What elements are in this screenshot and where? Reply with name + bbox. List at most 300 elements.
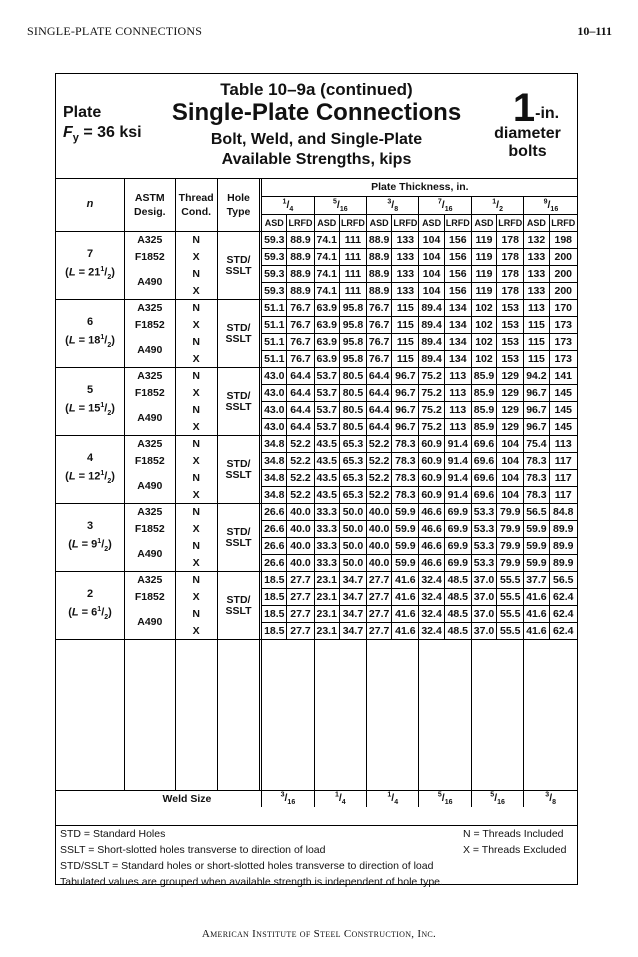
value-cell: 18.5 bbox=[262, 589, 287, 606]
value-cell: 23.1 bbox=[314, 589, 339, 606]
note-threads-excluded: X = Threads Excluded bbox=[463, 844, 567, 856]
value-cell: 52.2 bbox=[287, 453, 314, 470]
value-cell: 200 bbox=[549, 266, 577, 283]
value-cell: 104 bbox=[419, 266, 444, 283]
fraction: $^1/_4$ bbox=[334, 791, 346, 807]
table-frame bbox=[55, 73, 578, 888]
value-cell: 34.7 bbox=[339, 572, 366, 589]
value-cell: 76.7 bbox=[287, 300, 314, 317]
value-cell: 51.1 bbox=[262, 334, 287, 351]
value-cell: 53.3 bbox=[471, 521, 496, 538]
value-cell: 76.7 bbox=[367, 317, 392, 334]
value-cell: 34.8 bbox=[262, 453, 287, 470]
value-cell: 69.6 bbox=[471, 436, 496, 453]
value-cell: 33.3 bbox=[314, 555, 339, 572]
bolt-desc-diameter: diameter bbox=[494, 125, 561, 142]
value-cell: 96.7 bbox=[392, 385, 419, 402]
value-cell: 59.3 bbox=[262, 232, 287, 249]
hole-label: Hole bbox=[227, 191, 250, 204]
fraction: $^9/_{16}$ bbox=[543, 198, 559, 213]
footer: American Institute of Steel Construction, Inc. bbox=[201, 928, 437, 940]
hole-cell: STD/ bbox=[217, 249, 259, 266]
value-cell: 104 bbox=[497, 436, 524, 453]
value-cell: 78.3 bbox=[392, 453, 419, 470]
table-row bbox=[56, 232, 578, 249]
thread-cell: N bbox=[175, 572, 217, 589]
value-cell: 48.5 bbox=[444, 623, 471, 640]
table-row bbox=[56, 266, 578, 283]
value-cell: 55.5 bbox=[497, 623, 524, 640]
value-cell: 59.3 bbox=[262, 266, 287, 283]
value-cell: 34.7 bbox=[339, 623, 366, 640]
value-cell: 26.6 bbox=[262, 538, 287, 555]
value-cell: 156 bbox=[444, 232, 471, 249]
value-cell: 50.0 bbox=[339, 555, 366, 572]
table-row bbox=[56, 300, 578, 317]
hole-cell: SSLT bbox=[217, 402, 259, 419]
value-cell: 78.3 bbox=[392, 436, 419, 453]
value-cell: 102 bbox=[471, 300, 496, 317]
thickness-header bbox=[314, 197, 366, 215]
fraction-numerator: 9 bbox=[543, 198, 548, 206]
length-whole: 6 bbox=[91, 606, 98, 619]
hole-cell bbox=[217, 368, 259, 385]
value-cell: 153 bbox=[497, 300, 524, 317]
value-cell: 89.9 bbox=[549, 521, 577, 538]
value-cell: 69.6 bbox=[471, 487, 496, 504]
value-cell: 74.1 bbox=[314, 266, 339, 283]
length-label: $(L = 9^1/_2)$ bbox=[68, 537, 112, 553]
blank-cell bbox=[125, 640, 175, 791]
bolt-count: 5 bbox=[86, 383, 94, 396]
value-cell: 80.5 bbox=[339, 385, 366, 402]
fraction-denominator: 2 bbox=[499, 205, 503, 213]
length-label: $(L = 21^1/_2)$ bbox=[65, 265, 115, 281]
value-cell: 27.7 bbox=[287, 572, 314, 589]
value-cell: 133 bbox=[392, 266, 419, 283]
value-cell: 63.9 bbox=[314, 300, 339, 317]
value-cell: 69.9 bbox=[444, 521, 471, 538]
value-cell: 65.3 bbox=[339, 470, 366, 487]
value-cell: 26.6 bbox=[262, 521, 287, 538]
note-sslt: SSLT = Short-slotted holes transverse to direction of load bbox=[60, 844, 326, 856]
fy-value: = 36 ksi bbox=[78, 124, 142, 141]
value-cell: 40.0 bbox=[367, 521, 392, 538]
value-cell: 60.9 bbox=[419, 487, 444, 504]
value-cell: 173 bbox=[549, 317, 577, 334]
strength-table bbox=[56, 178, 578, 807]
astm-cell: F1852 bbox=[125, 521, 175, 538]
value-cell: 89.9 bbox=[549, 538, 577, 555]
thread-cell: X bbox=[175, 521, 217, 538]
plate-thickness-header bbox=[262, 178, 578, 197]
asd-header: ASD bbox=[262, 215, 287, 232]
col-hole-header bbox=[217, 178, 259, 232]
table-row bbox=[56, 249, 578, 266]
bolt-desc-bolts: bolts bbox=[508, 143, 547, 160]
length-numerator: 1 bbox=[100, 333, 105, 341]
fraction-numerator: 1 bbox=[387, 791, 392, 799]
value-cell: 129 bbox=[497, 419, 524, 436]
lrfd-header: LRFD bbox=[339, 215, 366, 232]
value-cell: 60.9 bbox=[419, 470, 444, 487]
value-cell: 74.1 bbox=[314, 249, 339, 266]
value-cell: 69.6 bbox=[471, 453, 496, 470]
value-cell: 46.6 bbox=[419, 538, 444, 555]
bolt-count: 3 bbox=[86, 519, 94, 532]
title-area bbox=[56, 74, 577, 179]
thread-label: Thread bbox=[178, 191, 214, 204]
value-cell: 76.7 bbox=[367, 351, 392, 368]
thread-cell: N bbox=[175, 300, 217, 317]
table-caption: Table 10–9a (continued) bbox=[220, 80, 413, 99]
value-cell: 78.3 bbox=[524, 487, 549, 504]
table-row bbox=[56, 317, 578, 334]
astm-cell: A325 bbox=[125, 572, 175, 589]
value-cell: 55.5 bbox=[497, 572, 524, 589]
value-cell: 145 bbox=[549, 419, 577, 436]
length-denominator: 2 bbox=[104, 545, 109, 553]
thickness-header bbox=[524, 197, 578, 215]
blank-row bbox=[56, 640, 578, 791]
bolt-count: 4 bbox=[86, 451, 94, 464]
weld-row bbox=[56, 791, 578, 808]
value-cell: 27.7 bbox=[287, 606, 314, 623]
value-cell: 133 bbox=[524, 266, 549, 283]
thread-cell: X bbox=[175, 385, 217, 402]
value-cell: 50.0 bbox=[339, 538, 366, 555]
value-cell: 115 bbox=[392, 317, 419, 334]
value-cell: 79.9 bbox=[497, 504, 524, 521]
thread-cell: X bbox=[175, 249, 217, 266]
value-cell: 119 bbox=[471, 232, 496, 249]
value-cell: 26.6 bbox=[262, 504, 287, 521]
value-cell: 41.6 bbox=[392, 572, 419, 589]
value-cell: 63.9 bbox=[314, 317, 339, 334]
value-cell: 178 bbox=[497, 232, 524, 249]
fraction-denominator: 16 bbox=[550, 205, 559, 213]
length-numerator: 1 bbox=[100, 401, 105, 409]
value-cell: 156 bbox=[444, 283, 471, 300]
value-cell: 62.4 bbox=[549, 589, 577, 606]
value-cell: 79.9 bbox=[497, 555, 524, 572]
value-cell: 59.9 bbox=[524, 538, 549, 555]
astm-cell: A325 bbox=[125, 436, 175, 453]
hole-cell bbox=[217, 351, 259, 368]
bolt-count-cell bbox=[56, 436, 125, 504]
value-cell: 46.6 bbox=[419, 555, 444, 572]
value-cell: 119 bbox=[471, 249, 496, 266]
value-cell: 85.9 bbox=[471, 402, 496, 419]
asd-header: ASD bbox=[524, 215, 549, 232]
plate-label: Plate bbox=[63, 104, 102, 121]
fraction-numerator: 1 bbox=[492, 198, 497, 206]
value-cell: 52.2 bbox=[367, 470, 392, 487]
table-row bbox=[56, 453, 578, 470]
value-cell: 40.0 bbox=[367, 555, 392, 572]
note-std-sslt: STD/SSLT = Standard holes or short-slotted holes transverse to direction of load bbox=[60, 860, 434, 872]
value-cell: 69.9 bbox=[444, 504, 471, 521]
value-cell: 111 bbox=[339, 266, 366, 283]
hole-cell bbox=[217, 419, 259, 436]
value-cell: 115 bbox=[392, 351, 419, 368]
fraction: $^3/_{16}$ bbox=[280, 791, 296, 807]
fraction-denominator: 16 bbox=[444, 799, 453, 807]
value-cell: 43.0 bbox=[262, 385, 287, 402]
value-cell: 133 bbox=[392, 283, 419, 300]
value-cell: 88.9 bbox=[287, 283, 314, 300]
value-cell: 141 bbox=[549, 368, 577, 385]
value-cell: 48.5 bbox=[444, 606, 471, 623]
table-row bbox=[56, 402, 578, 419]
plate-thickness-label: Plate Thickness, in. bbox=[371, 180, 469, 193]
table-row bbox=[56, 334, 578, 351]
thread-cell: N bbox=[175, 436, 217, 453]
value-cell: 104 bbox=[497, 487, 524, 504]
astm-cell: F1852 bbox=[125, 317, 175, 334]
value-cell: 37.7 bbox=[524, 572, 549, 589]
hole-cell bbox=[217, 487, 259, 504]
bolt-count-cell bbox=[56, 232, 125, 300]
bolt-count-cell bbox=[56, 300, 125, 368]
value-cell: 89.4 bbox=[419, 351, 444, 368]
table-title: Single-Plate Connections bbox=[171, 99, 462, 126]
length-label: $(L = 15^1/_2)$ bbox=[65, 401, 115, 417]
value-cell: 59.9 bbox=[524, 555, 549, 572]
value-cell: 96.7 bbox=[524, 402, 549, 419]
length-whole: 21 bbox=[88, 266, 101, 279]
value-cell: 145 bbox=[549, 402, 577, 419]
value-cell: 153 bbox=[497, 351, 524, 368]
value-cell: 115 bbox=[392, 334, 419, 351]
fraction: $^5/_{16}$ bbox=[437, 791, 453, 807]
table-row bbox=[56, 589, 578, 606]
length-symbol: L bbox=[68, 470, 76, 483]
fraction: $^7/_{16}$ bbox=[437, 198, 453, 213]
fraction-numerator: 5 bbox=[490, 791, 495, 799]
hole-cell bbox=[217, 300, 259, 317]
fraction: $^3/_8$ bbox=[545, 791, 557, 807]
value-cell: 23.1 bbox=[314, 572, 339, 589]
type-label: Type bbox=[226, 205, 251, 218]
value-cell: 80.5 bbox=[339, 419, 366, 436]
value-cell: 78.3 bbox=[524, 470, 549, 487]
value-cell: 96.7 bbox=[392, 368, 419, 385]
weld-size-cell bbox=[524, 791, 578, 808]
thread-cell: N bbox=[175, 368, 217, 385]
value-cell: 27.7 bbox=[367, 606, 392, 623]
value-cell: 63.9 bbox=[314, 351, 339, 368]
hole-cell bbox=[217, 436, 259, 453]
value-cell: 111 bbox=[339, 283, 366, 300]
value-cell: 88.9 bbox=[367, 232, 392, 249]
thread-cell: X bbox=[175, 351, 217, 368]
asd-header: ASD bbox=[314, 215, 339, 232]
astm-cell: A325 bbox=[125, 504, 175, 521]
length-symbol: L bbox=[68, 266, 76, 279]
value-cell: 75.2 bbox=[419, 419, 444, 436]
value-cell: 88.9 bbox=[367, 266, 392, 283]
value-cell: 59.9 bbox=[524, 521, 549, 538]
value-cell: 33.3 bbox=[314, 538, 339, 555]
value-cell: 65.3 bbox=[339, 436, 366, 453]
value-cell: 89.4 bbox=[419, 334, 444, 351]
thread-cell: N bbox=[175, 266, 217, 283]
thickness-header bbox=[367, 197, 419, 215]
value-cell: 41.6 bbox=[524, 623, 549, 640]
subtitle-line-2: Available Strengths, kips bbox=[221, 151, 412, 168]
value-cell: 33.3 bbox=[314, 504, 339, 521]
value-cell: 62.4 bbox=[549, 623, 577, 640]
value-cell: 156 bbox=[444, 266, 471, 283]
thread-cell: N bbox=[175, 538, 217, 555]
length-whole: 12 bbox=[88, 470, 101, 483]
thread-cell: X bbox=[175, 589, 217, 606]
value-cell: 37.0 bbox=[471, 572, 496, 589]
fraction-denominator: 8 bbox=[394, 205, 399, 213]
value-cell: 41.6 bbox=[392, 623, 419, 640]
hole-cell bbox=[217, 555, 259, 572]
hole-cell bbox=[217, 572, 259, 589]
value-cell: 102 bbox=[471, 351, 496, 368]
value-cell: 79.9 bbox=[497, 538, 524, 555]
value-cell: 40.0 bbox=[287, 521, 314, 538]
value-cell: 37.0 bbox=[471, 606, 496, 623]
value-cell: 27.7 bbox=[287, 589, 314, 606]
hole-cell: SSLT bbox=[217, 606, 259, 623]
weld-size-cell bbox=[367, 791, 419, 808]
hole-cell: STD/ bbox=[217, 589, 259, 606]
length-numerator: 1 bbox=[97, 605, 102, 613]
value-cell: 53.7 bbox=[314, 368, 339, 385]
astm-cell: F1852 bbox=[125, 385, 175, 402]
value-cell: 96.7 bbox=[524, 385, 549, 402]
value-cell: 75.2 bbox=[419, 368, 444, 385]
astm-cell: F1852 bbox=[125, 453, 175, 470]
value-cell: 52.2 bbox=[367, 453, 392, 470]
value-cell: 59.9 bbox=[392, 555, 419, 572]
value-cell: 40.0 bbox=[367, 538, 392, 555]
value-cell: 41.6 bbox=[524, 606, 549, 623]
thread-cell: X bbox=[175, 487, 217, 504]
value-cell: 64.4 bbox=[367, 368, 392, 385]
header-row bbox=[56, 178, 578, 197]
value-cell: 178 bbox=[497, 249, 524, 266]
hole-cell: STD/ bbox=[217, 317, 259, 334]
fraction-numerator: 3 bbox=[545, 791, 550, 799]
length-label: $(L = 18^1/_2)$ bbox=[65, 333, 115, 349]
fraction-numerator: 5 bbox=[333, 198, 337, 206]
bolt-count: 7 bbox=[86, 247, 94, 260]
value-cell: 34.8 bbox=[262, 487, 287, 504]
value-cell: 40.0 bbox=[367, 504, 392, 521]
value-cell: 37.0 bbox=[471, 589, 496, 606]
fraction-denominator: 16 bbox=[444, 205, 453, 213]
astm-cell: A490 bbox=[125, 402, 175, 436]
bolt-diameter-number: 1 bbox=[512, 86, 536, 130]
value-cell: 117 bbox=[549, 470, 577, 487]
bolt-unit: -in. bbox=[535, 105, 560, 122]
n-label: n bbox=[86, 198, 94, 210]
length-numerator: 1 bbox=[97, 537, 102, 545]
value-cell: 64.4 bbox=[287, 402, 314, 419]
value-cell: 59.9 bbox=[392, 504, 419, 521]
value-cell: 53.3 bbox=[471, 555, 496, 572]
value-cell: 156 bbox=[444, 249, 471, 266]
value-cell: 64.4 bbox=[287, 368, 314, 385]
value-cell: 76.7 bbox=[367, 334, 392, 351]
thread-cell: N bbox=[175, 232, 217, 249]
value-cell: 95.8 bbox=[339, 334, 366, 351]
value-cell: 76.7 bbox=[287, 351, 314, 368]
value-cell: 88.9 bbox=[287, 232, 314, 249]
thickness-header bbox=[262, 197, 314, 215]
note-std: STD = Standard Holes bbox=[60, 828, 166, 840]
table-row bbox=[56, 368, 578, 385]
value-cell: 53.7 bbox=[314, 419, 339, 436]
value-cell: 51.1 bbox=[262, 317, 287, 334]
value-cell: 69.6 bbox=[471, 470, 496, 487]
fraction-numerator: 5 bbox=[437, 791, 442, 799]
value-cell: 94.2 bbox=[524, 368, 549, 385]
value-cell: 18.5 bbox=[262, 623, 287, 640]
value-cell: 200 bbox=[549, 283, 577, 300]
value-cell: 132 bbox=[524, 232, 549, 249]
col-astm-header bbox=[125, 178, 175, 232]
value-cell: 153 bbox=[497, 334, 524, 351]
astm-cell: A325 bbox=[125, 368, 175, 385]
value-cell: 134 bbox=[444, 351, 471, 368]
blank-cell bbox=[56, 640, 125, 791]
value-cell: 64.4 bbox=[367, 419, 392, 436]
value-cell: 85.9 bbox=[471, 419, 496, 436]
fraction-numerator: 7 bbox=[437, 198, 442, 206]
value-cell: 85.9 bbox=[471, 385, 496, 402]
value-cell: 104 bbox=[419, 249, 444, 266]
fraction-numerator: 3 bbox=[387, 198, 392, 206]
note-tabulated: Tabulated values are grouped when available strength is independent of hole type. bbox=[60, 876, 443, 888]
fraction: $^1/_4$ bbox=[387, 791, 399, 807]
value-cell: 27.7 bbox=[367, 589, 392, 606]
value-cell: 129 bbox=[497, 368, 524, 385]
astm-cell: A490 bbox=[125, 470, 175, 504]
value-cell: 23.1 bbox=[314, 606, 339, 623]
thread-cell: X bbox=[175, 283, 217, 300]
weld-size-cell bbox=[419, 791, 471, 808]
value-cell: 104 bbox=[419, 283, 444, 300]
value-cell: 43.5 bbox=[314, 487, 339, 504]
value-cell: 32.4 bbox=[419, 572, 444, 589]
value-cell: 115 bbox=[524, 334, 549, 351]
length-symbol: L bbox=[71, 538, 79, 551]
value-cell: 88.9 bbox=[367, 283, 392, 300]
lrfd-header: LRFD bbox=[444, 215, 471, 232]
value-cell: 59.9 bbox=[392, 521, 419, 538]
value-cell: 53.3 bbox=[471, 504, 496, 521]
value-cell: 80.5 bbox=[339, 402, 366, 419]
length-denominator: 2 bbox=[104, 613, 109, 621]
value-cell: 178 bbox=[497, 266, 524, 283]
length-label: $(L = 6^1/_2)$ bbox=[68, 605, 112, 621]
length-numerator: 1 bbox=[100, 469, 105, 477]
blank-cell bbox=[217, 791, 259, 808]
value-cell: 18.5 bbox=[262, 606, 287, 623]
value-cell: 88.9 bbox=[287, 266, 314, 283]
bolt-size bbox=[492, 88, 580, 128]
fraction-numerator: 1 bbox=[334, 791, 339, 799]
astm-cell: F1852 bbox=[125, 249, 175, 266]
blank-cell bbox=[217, 640, 259, 791]
